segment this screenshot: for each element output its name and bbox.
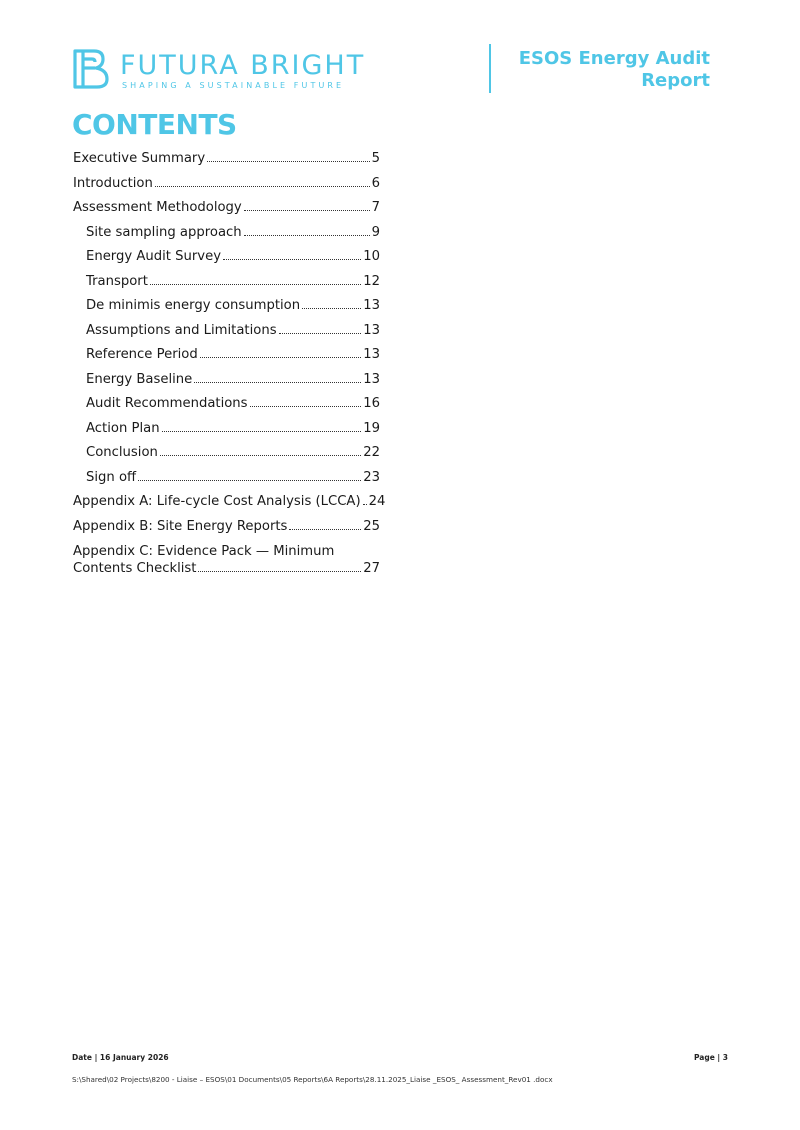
toc-dot-leader: [302, 308, 361, 309]
toc-entry-audit-recommendations[interactable]: [73, 392, 380, 417]
toc-entry-label: Assumptions and Limitations: [86, 322, 277, 338]
toc-entry-conclusion[interactable]: [73, 441, 380, 466]
report-title: [519, 48, 710, 92]
toc-entry-label: Executive Summary: [73, 151, 206, 166]
toc-entry-introduction[interactable]: [73, 172, 380, 197]
toc-entry-page: 5: [371, 151, 380, 166]
toc-entry-page: 13: [363, 347, 380, 362]
toc-dot-leader: [138, 480, 361, 481]
toc-entry-page: 13: [363, 322, 380, 338]
toc-dot-leader: [150, 284, 361, 285]
toc-entry-page: 27: [363, 561, 380, 576]
company-logo: [72, 48, 382, 92]
toc-entry-page: 23: [363, 469, 380, 485]
toc-entry-energy-audit-survey[interactable]: [73, 245, 380, 270]
toc-entry-sign-off[interactable]: [73, 466, 380, 491]
toc-entry-page: 22: [363, 445, 380, 460]
futura-bright-logo-mark-icon: [72, 48, 112, 90]
toc-entry-transport[interactable]: [73, 270, 380, 295]
report-title-line-2: Report: [641, 70, 710, 91]
footer-page-number: Page | 3: [694, 1053, 728, 1062]
toc-dot-leader: [200, 357, 361, 358]
toc-entry-label: De minimis energy consumption: [86, 298, 301, 313]
toc-dot-leader: [207, 161, 369, 162]
contents-heading: CONTENTS: [72, 108, 237, 141]
toc-entry-page: 13: [363, 298, 380, 313]
toc-entry-page: 12: [363, 273, 380, 289]
toc-entry-label: Sign off: [86, 469, 137, 485]
toc-dot-leader: [162, 431, 362, 432]
toc-entry-page: 24: [368, 494, 386, 509]
toc-entry-energy-baseline[interactable]: [73, 368, 380, 393]
footer-file-path: S:\Shared\02 Projects\8200 - Liaise – ESOS\01 Documents\05 Reports\6A Reports\28.11.2025_Liaise _ESOS_ Assessment_Rev01 .docx: [72, 1075, 553, 1084]
toc-entry-appendix-c[interactable]: [73, 543, 380, 577]
toc-entry-page: 16: [363, 396, 380, 411]
toc-entry-label: Appendix A: Life-cycle Cost Analysis (LCCA): [73, 494, 361, 509]
toc-entry-executive-summary[interactable]: [73, 147, 380, 172]
toc-entry-page: 6: [371, 175, 380, 191]
toc-dot-leader: [363, 504, 367, 505]
toc-dot-leader: [198, 571, 361, 572]
toc-entry-label: Conclusion: [86, 445, 158, 460]
toc-entry-label: Appendix B: Site Energy Reports: [73, 518, 288, 534]
toc-dot-leader: [160, 455, 361, 456]
toc-dot-leader: [289, 529, 361, 530]
toc-entry-appendix-a[interactable]: [73, 490, 386, 515]
toc-entry-label-line-1: Appendix C: Evidence Pack — Minimum: [73, 544, 335, 559]
toc-entry-label: Action Plan: [86, 420, 160, 436]
toc-dot-leader: [223, 259, 361, 260]
toc-dot-leader: [244, 235, 370, 236]
toc-entry-label: Audit Recommendations: [86, 396, 248, 411]
toc-entry-label: Energy Baseline: [86, 371, 193, 387]
toc-entry-label: Transport: [86, 273, 148, 289]
toc-entry-label-line-2: Contents Checklist: [73, 561, 197, 576]
table-of-contents: [73, 147, 386, 577]
toc-entry-label: Reference Period: [86, 347, 198, 362]
brand-tagline: SHAPING A SUSTAINABLE FUTURE: [122, 81, 345, 90]
toc-entry-reference-period[interactable]: [73, 343, 380, 368]
toc-entry-page: 9: [371, 224, 380, 240]
footer-date: Date | 16 January 2026: [72, 1053, 169, 1062]
toc-dot-leader: [194, 382, 361, 383]
toc-entry-page: 25: [363, 518, 380, 534]
toc-entry-label: Site sampling approach: [86, 224, 242, 240]
toc-entry-label: Energy Audit Survey: [86, 249, 222, 264]
toc-entry-appendix-b[interactable]: [73, 515, 380, 540]
toc-dot-leader: [155, 186, 370, 187]
toc-entry-page: 19: [363, 420, 380, 436]
toc-entry-assessment-methodology[interactable]: [73, 196, 380, 221]
toc-entry-label: Introduction: [73, 175, 153, 191]
toc-entry-label: Assessment Methodology: [73, 200, 242, 215]
toc-entry-de-minimis-energy-consumption[interactable]: [73, 294, 380, 319]
toc-entry-action-plan[interactable]: [73, 417, 380, 442]
toc-dot-leader: [244, 210, 370, 211]
toc-entry-site-sampling-approach[interactable]: [73, 221, 380, 246]
brand-name: FUTURA BRIGHT: [120, 50, 366, 81]
header-divider: [489, 44, 491, 93]
toc-dot-leader: [279, 333, 362, 334]
report-title-line-1: ESOS Energy Audit: [518, 48, 710, 69]
toc-entry-page: 7: [371, 200, 380, 215]
toc-dot-leader: [250, 406, 362, 407]
toc-entry-page: 13: [363, 371, 380, 387]
toc-entry-assumptions-and-limitations[interactable]: [73, 319, 380, 344]
toc-entry-page: 10: [363, 249, 380, 264]
